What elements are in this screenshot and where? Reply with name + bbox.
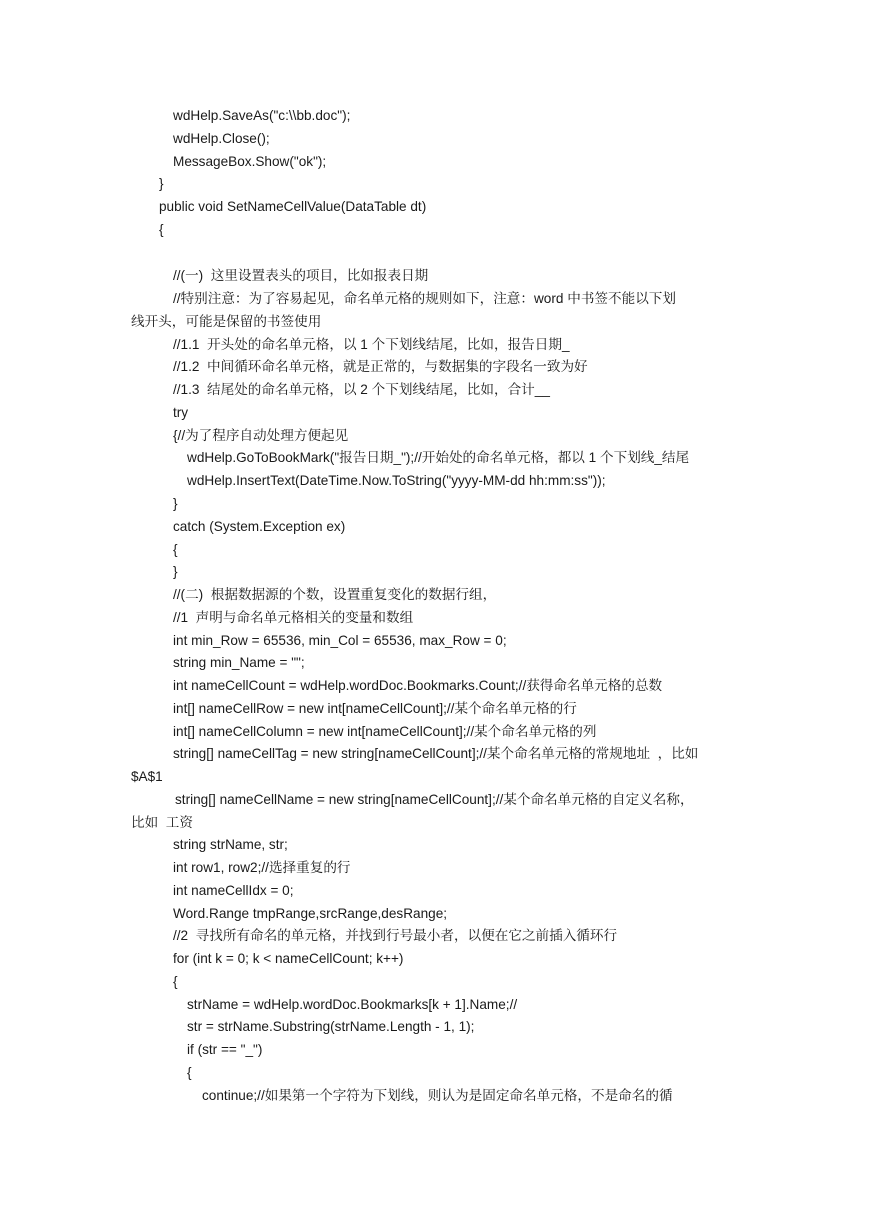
code-line: try (173, 405, 189, 420)
code-line: {//为了程序自动处理方便起见 (173, 428, 349, 443)
code-line: wdHelp.SaveAs("c:\\bb.doc"); (173, 108, 351, 123)
code-line: } (173, 496, 178, 511)
code-line: int row1, row2;//选择重复的行 (173, 860, 351, 875)
code-line: $A$1 (131, 769, 163, 784)
code-line: //1.3 结尾处的命名单元格，以 2 个下划线结尾，比如，合计__ (173, 382, 550, 397)
code-line: //2 寻找所有命名的单元格，并找到行号最小者，以便在它之前插入循环行 (173, 928, 618, 943)
code-line: str = strName.Substring(strName.Length - 1, 1); (187, 1019, 475, 1034)
code-line: string[] nameCellTag = new string[nameCellCount];//某个命名单元格的常规地址 ，比如 (173, 746, 699, 761)
code-line: public void SetNameCellValue(DataTable dt) (159, 199, 427, 214)
code-line: //特别注意：为了容易起见，命名单元格的规则如下，注意：word 中书签不能以下划 (173, 291, 676, 306)
code-line: { (159, 222, 164, 237)
code-line: 比如 工资 (131, 815, 193, 830)
code-line: //1.1 开头处的命名单元格，以 1 个下划线结尾，比如，报告日期_ (173, 337, 570, 352)
code-line: //1.2 中间循环命名单元格，就是正常的，与数据集的字段名一致为好 (173, 359, 588, 374)
code-line: wdHelp.Close(); (173, 131, 270, 146)
code-line: { (173, 542, 178, 557)
code-line: //(一) 这里设置表头的项目，比如报表日期 (173, 268, 429, 283)
code-line: int[] nameCellRow = new int[nameCellCount];//某个命名单元格的行 (173, 701, 577, 716)
code-line: //1 声明与命名单元格相关的变量和数组 (173, 610, 414, 625)
code-line: string[] nameCellName = new string[nameCellCount];//某个命名单元格的自定义名称， (175, 792, 694, 807)
code-line: string strName, str; (173, 837, 288, 852)
code-line: int min_Row = 65536, min_Col = 65536, max_Row = 0; (173, 633, 507, 648)
code-line: strName = wdHelp.wordDoc.Bookmarks[k + 1].Name;// (187, 997, 518, 1012)
code-line: for (int k = 0; k < nameCellCount; k++) (173, 951, 404, 966)
code-line: int[] nameCellColumn = new int[nameCellCount];//某个命名单元格的列 (173, 724, 597, 739)
code-line: } (159, 176, 164, 191)
code-line: Word.Range tmpRange,srcRange,desRange; (173, 906, 448, 921)
code-line: if (str == "_") (187, 1042, 263, 1057)
code-line: //(二) 根据数据源的个数，设置重复变化的数据行组， (173, 587, 497, 602)
code-line: catch (System.Exception ex) (173, 519, 346, 534)
code-line: { (187, 1065, 192, 1080)
code-line: wdHelp.InsertText(DateTime.Now.ToString("yyyy-MM-dd hh:mm:ss")); (187, 473, 606, 488)
code-line: { (173, 974, 178, 989)
code-line: } (173, 564, 178, 579)
code-line: MessageBox.Show("ok"); (173, 154, 327, 169)
code-line: int nameCellCount = wdHelp.wordDoc.Bookmarks.Count;//获得命名单元格的总数 (173, 678, 663, 693)
code-line: 线开头，可能是保留的书签使用 (131, 314, 322, 329)
code-line: continue;//如果第一个字符为下划线，则认为是固定命名单元格，不是命名的循 (202, 1088, 673, 1103)
code-line: int nameCellIdx = 0; (173, 883, 294, 898)
code-line: wdHelp.GoToBookMark("报告日期_");//开始处的命名单元格，都以 1 个下划线_结尾 (187, 450, 690, 465)
code-line: string min_Name = ""; (173, 655, 305, 670)
